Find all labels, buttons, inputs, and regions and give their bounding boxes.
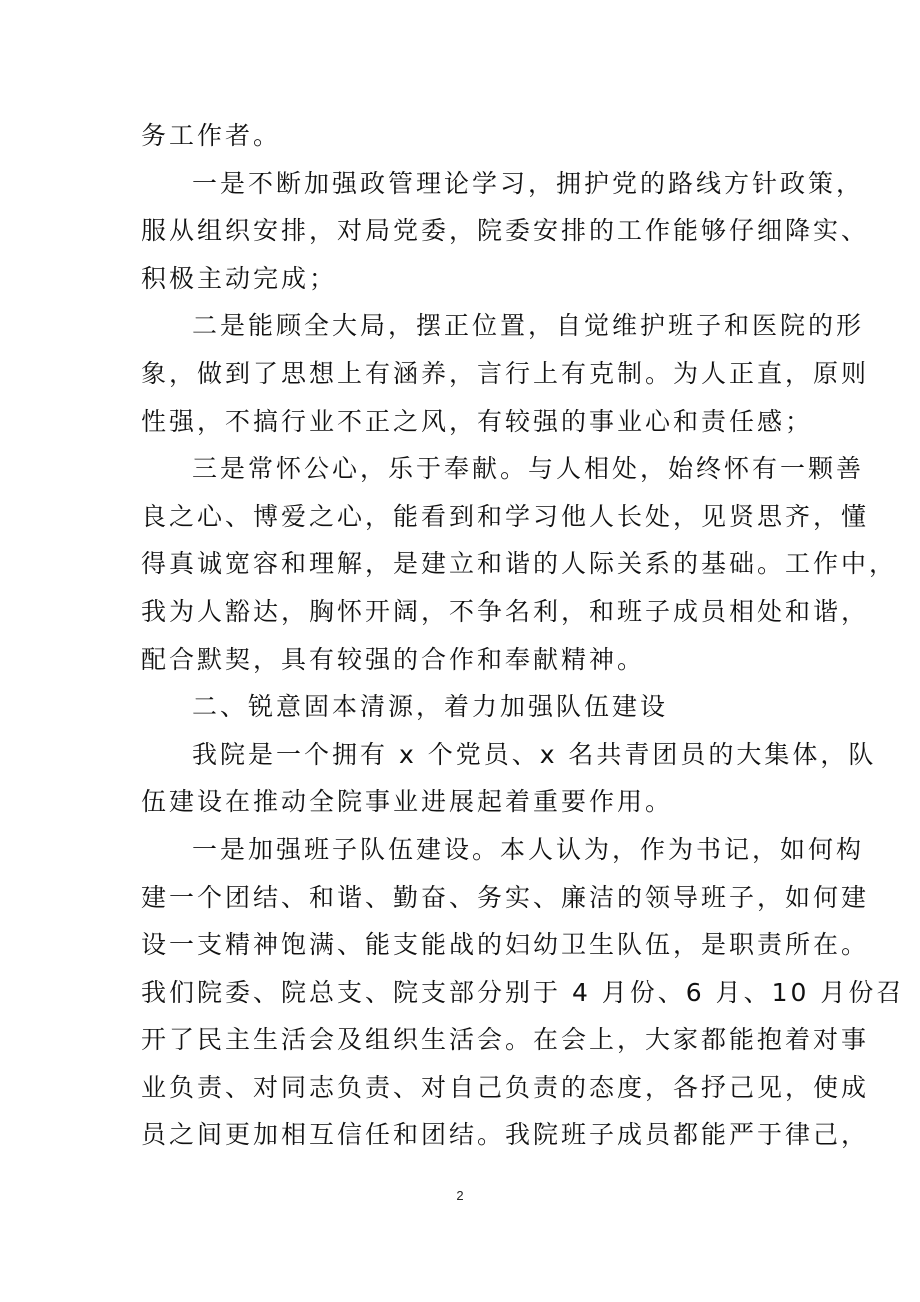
document-body <box>141 112 905 1159</box>
text-line: 业负责、对同志负责、对自己负责的态度，各抒己见，使成 <box>141 1072 870 1102</box>
text-line: 我院是一个拥有 x 个党员、x 名共青团员的大集体，队 <box>192 739 877 769</box>
text-line: 二是能顾全大局，摆正位置，自觉维护班子和医院的形 <box>192 311 865 341</box>
text-line: 象，做到了思想上有涵养，言行上有克制。为人正直，原则 <box>141 358 870 388</box>
text-line: 开了民主生活会及组织生活会。在会上，大家都能抱着对事 <box>141 1025 870 1055</box>
text-line: 服从组织安排，对局党委，院委安排的工作能够仔细降实、 <box>141 216 870 246</box>
text-line: 设一支精神饱满、能支能战的妇幼卫生队伍，是职责所在。 <box>141 930 870 960</box>
text-line: 三是常怀公心，乐于奉献。与人相处，始终怀有一颗善 <box>192 454 865 484</box>
text-line: 性强，不搞行业不正之风，有较强的事业心和责任感； <box>141 406 814 436</box>
text-line: 员之间更加相互信任和团结。我院班子成员都能严于律己， <box>141 1120 870 1150</box>
page-number: 2 <box>456 1188 464 1203</box>
text-line: 配合默契，具有较强的合作和奉献精神。 <box>141 644 646 674</box>
text-line: 建一个团结、和谐、勤奋、务实、廉洁的领导班子，如何建 <box>141 882 870 912</box>
text-line: 我为人豁达，胸怀开阔，不争名利，和班子成员相处和谐， <box>141 596 870 626</box>
text-line: 一是不断加强政管理论学习，拥护党的路线方针政策， <box>192 168 865 198</box>
text-line: 良之心、博爱之心，能看到和学习他人长处，见贤思齐，懂 <box>141 501 870 531</box>
section-heading: 二、锐意固本清源，着力加强队伍建设 <box>192 692 669 722</box>
text-line: 务工作者。 <box>141 121 282 150</box>
text-line: 一是加强班子队伍建设。本人认为，作为书记，如何构 <box>192 834 865 864</box>
text-line: 得真诚宽容和理解，是建立和谐的人际关系的基础。工作中， <box>141 549 898 579</box>
text-line: 伍建设在推动全院事业进展起着重要作用。 <box>141 787 674 817</box>
text-line: 我们院委、院总支、院支部分别于 4 月份、6 月、10 月份召 <box>141 977 905 1007</box>
text-line: 积极主动完成； <box>141 263 338 293</box>
